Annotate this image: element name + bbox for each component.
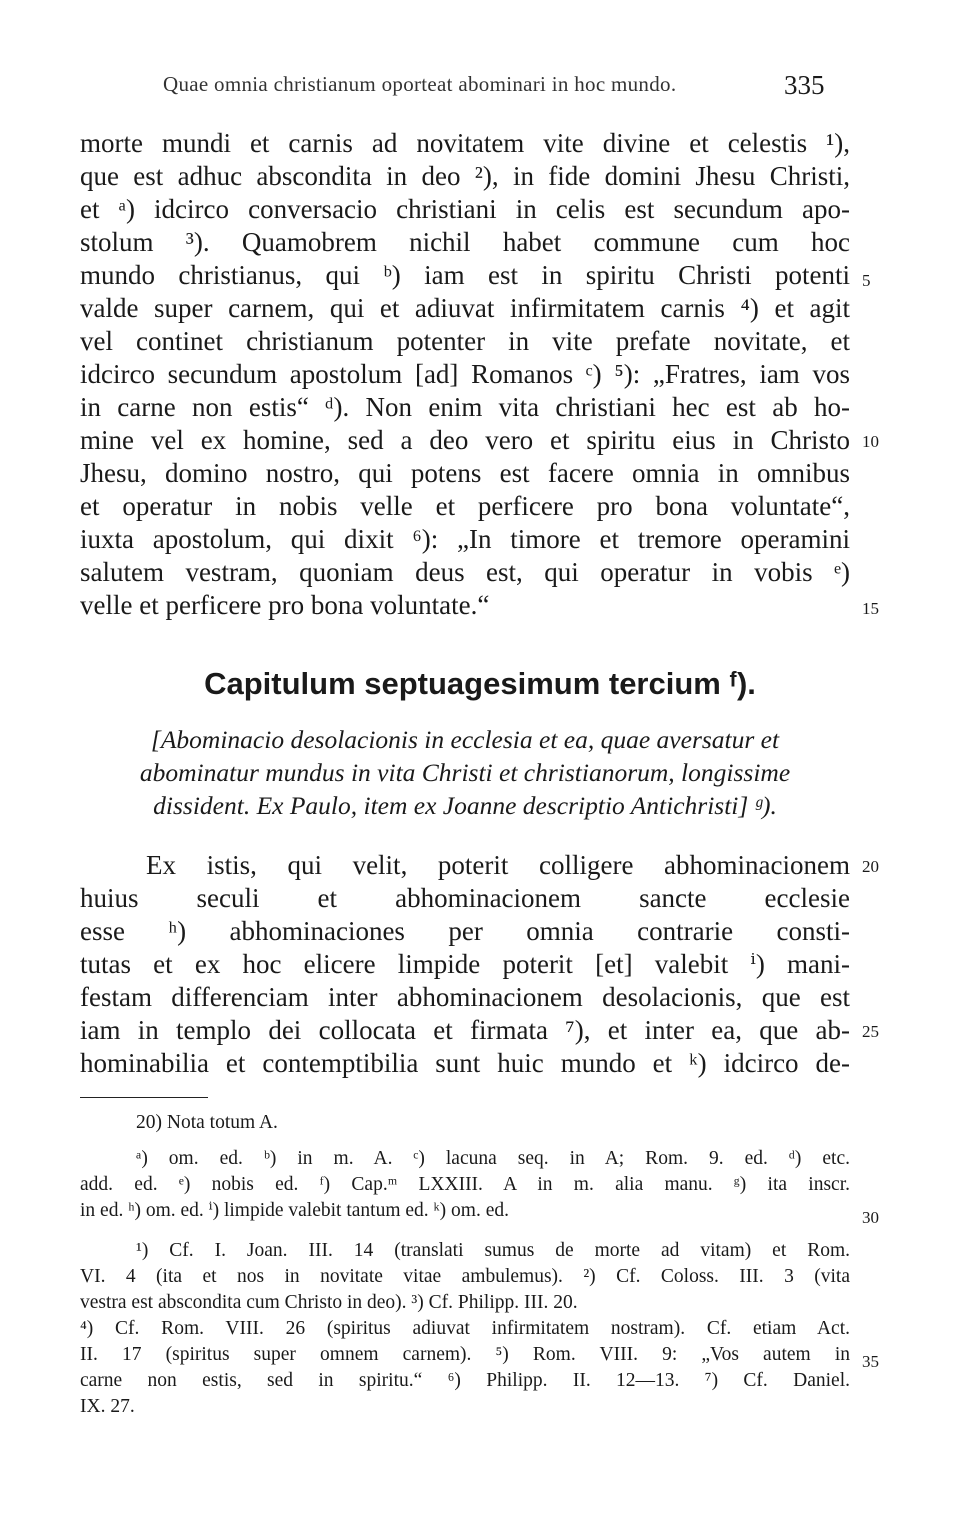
- marginal-note: 20) Nota totum A.: [136, 1112, 278, 1133]
- line-number: 25: [862, 1022, 879, 1041]
- chapter-line: esse ʰ) abhominaciones per omnia contrarie consti-: [80, 916, 850, 946]
- chapter-summary-line: [Abominacio desolacionis in ecclesia et ea, quae aversatur et: [150, 725, 780, 754]
- source-note-line: IX. 27.: [80, 1396, 135, 1417]
- body-line: vel continet christianum potenter in vite prefate novitate, et: [80, 326, 850, 356]
- chapter-summary-line: abominatur mundus in vita Christi et christianorum, longissime: [139, 758, 791, 787]
- source-note-line: vestra est abscondita cum Christo in deo). ³) Cf. Philipp. III. 20.: [80, 1292, 578, 1313]
- body-line: Jhesu, domino nostro, qui potens est facere omnia in omnibus: [80, 458, 850, 488]
- line-number: 35: [862, 1352, 879, 1371]
- source-note-line: ¹) Cf. I. Joan. III. 14 (translati sumus de morte ad vitam) et Rom.: [136, 1240, 850, 1261]
- source-note-line: carne non estis, sed in spiritu.“ ⁶) Philipp. II. 12—13. ⁷) Cf. Daniel.: [80, 1370, 850, 1391]
- chapter-line: festam differenciam inter abhominacionem desolacionis, que est: [80, 982, 850, 1012]
- chapter-line: Ex istis, qui velit, poterit colligere abhominacionem: [146, 850, 850, 880]
- body-line: velle et perficere pro bona voluntate.“: [80, 590, 490, 620]
- body-line: et ᵃ) idcirco conversacio christiani in celis est secundum apo-: [80, 194, 850, 224]
- body-line: que est adhuc abscondita in deo ²), in fide domini Jhesu Christi,: [80, 161, 850, 191]
- source-note-line: II. 17 (spiritus super omnem carnem). ⁵) Rom. VIII. 9: „Vos autem in: [80, 1344, 850, 1365]
- body-line: valde super carnem, qui et adiuvat infirmitatem carnis ⁴) et agit: [80, 293, 850, 323]
- chapter-line: tutas et ex hoc elicere limpide poterit [et] valebit ⁱ) mani-: [80, 949, 850, 979]
- line-number: 20: [862, 857, 879, 876]
- line-number: 5: [862, 271, 871, 290]
- chapter-title: Capitulum septuagesimum tercium ᶠ).: [204, 666, 756, 701]
- source-note-line: VI. 4 (ita et nos in novitate vitae ambulemus). ²) Cf. Coloss. III. 3 (vita: [80, 1266, 850, 1287]
- source-note-line: ⁴) Cf. Rom. VIII. 26 (spiritus adiuvat infirmitatem nostram). Cf. etiam Act.: [80, 1318, 850, 1339]
- line-number: 10: [862, 432, 879, 451]
- footnote-rule: [80, 1097, 208, 1098]
- page-header: [0, 68, 960, 108]
- chapter-line: huius seculi et abhominacionem sancte ecclesie: [80, 883, 850, 913]
- body-line: mine vel ex homine, sed a deo vero et spiritu eius in Christo: [80, 425, 850, 455]
- body-line: stolum ³). Quamobrem nichil habet commune cum hoc: [80, 227, 850, 257]
- running-head: Quae omnia christianum oporteat abominari in hoc mundo.: [163, 72, 677, 96]
- apparatus-line: ᵃ) om. ed. ᵇ) in m. A. ᶜ) lacuna seq. in A; Rom. 9. ed. ᵈ) etc.: [136, 1148, 850, 1169]
- body-line: idcirco secundum apostolum [ad] Romanos ᶜ) ⁵): „Fratres, iam vos: [80, 359, 850, 389]
- body-line: et operatur in nobis velle et perficere pro bona voluntate“,: [80, 491, 850, 521]
- body-line: morte mundi et carnis ad novitatem vite divine et celestis ¹),: [80, 128, 850, 158]
- apparatus-line: add. ed. ᵉ) nobis ed. ᶠ) Cap.ᵐ LXXIII. A in m. alia manu. ᵍ) ita inscr.: [80, 1174, 850, 1195]
- page-number: 335: [784, 70, 825, 100]
- body-line: in carne non estis“ ᵈ). Non enim vita christiani hec est ab ho-: [80, 392, 850, 422]
- line-number: 15: [862, 599, 879, 618]
- line-number: 30: [862, 1208, 879, 1227]
- chapter-line: iam in templo dei collocata et firmata ⁷), et inter ea, que ab-: [80, 1015, 850, 1045]
- chapter-line: hominabilia et contemptibilia sunt huic mundo et ᵏ) idcirco de-: [80, 1048, 850, 1078]
- body-line: salutem vestram, quoniam deus est, qui operatur in vobis ᵉ): [80, 557, 850, 587]
- chapter-summary-line: dissident. Ex Paulo, item ex Joanne descriptio Antichristi] ᵍ).: [153, 791, 777, 820]
- apparatus-line: in ed. ʰ) om. ed. ⁱ) limpide valebit tantum ed. ᵏ) om. ed.: [80, 1200, 509, 1221]
- body-line: mundo christianus, qui ᵇ) iam est in spiritu Christi potenti: [80, 260, 850, 290]
- body-line: iuxta apostolum, qui dixit ⁶): „In timore et tremore operamini: [80, 524, 850, 554]
